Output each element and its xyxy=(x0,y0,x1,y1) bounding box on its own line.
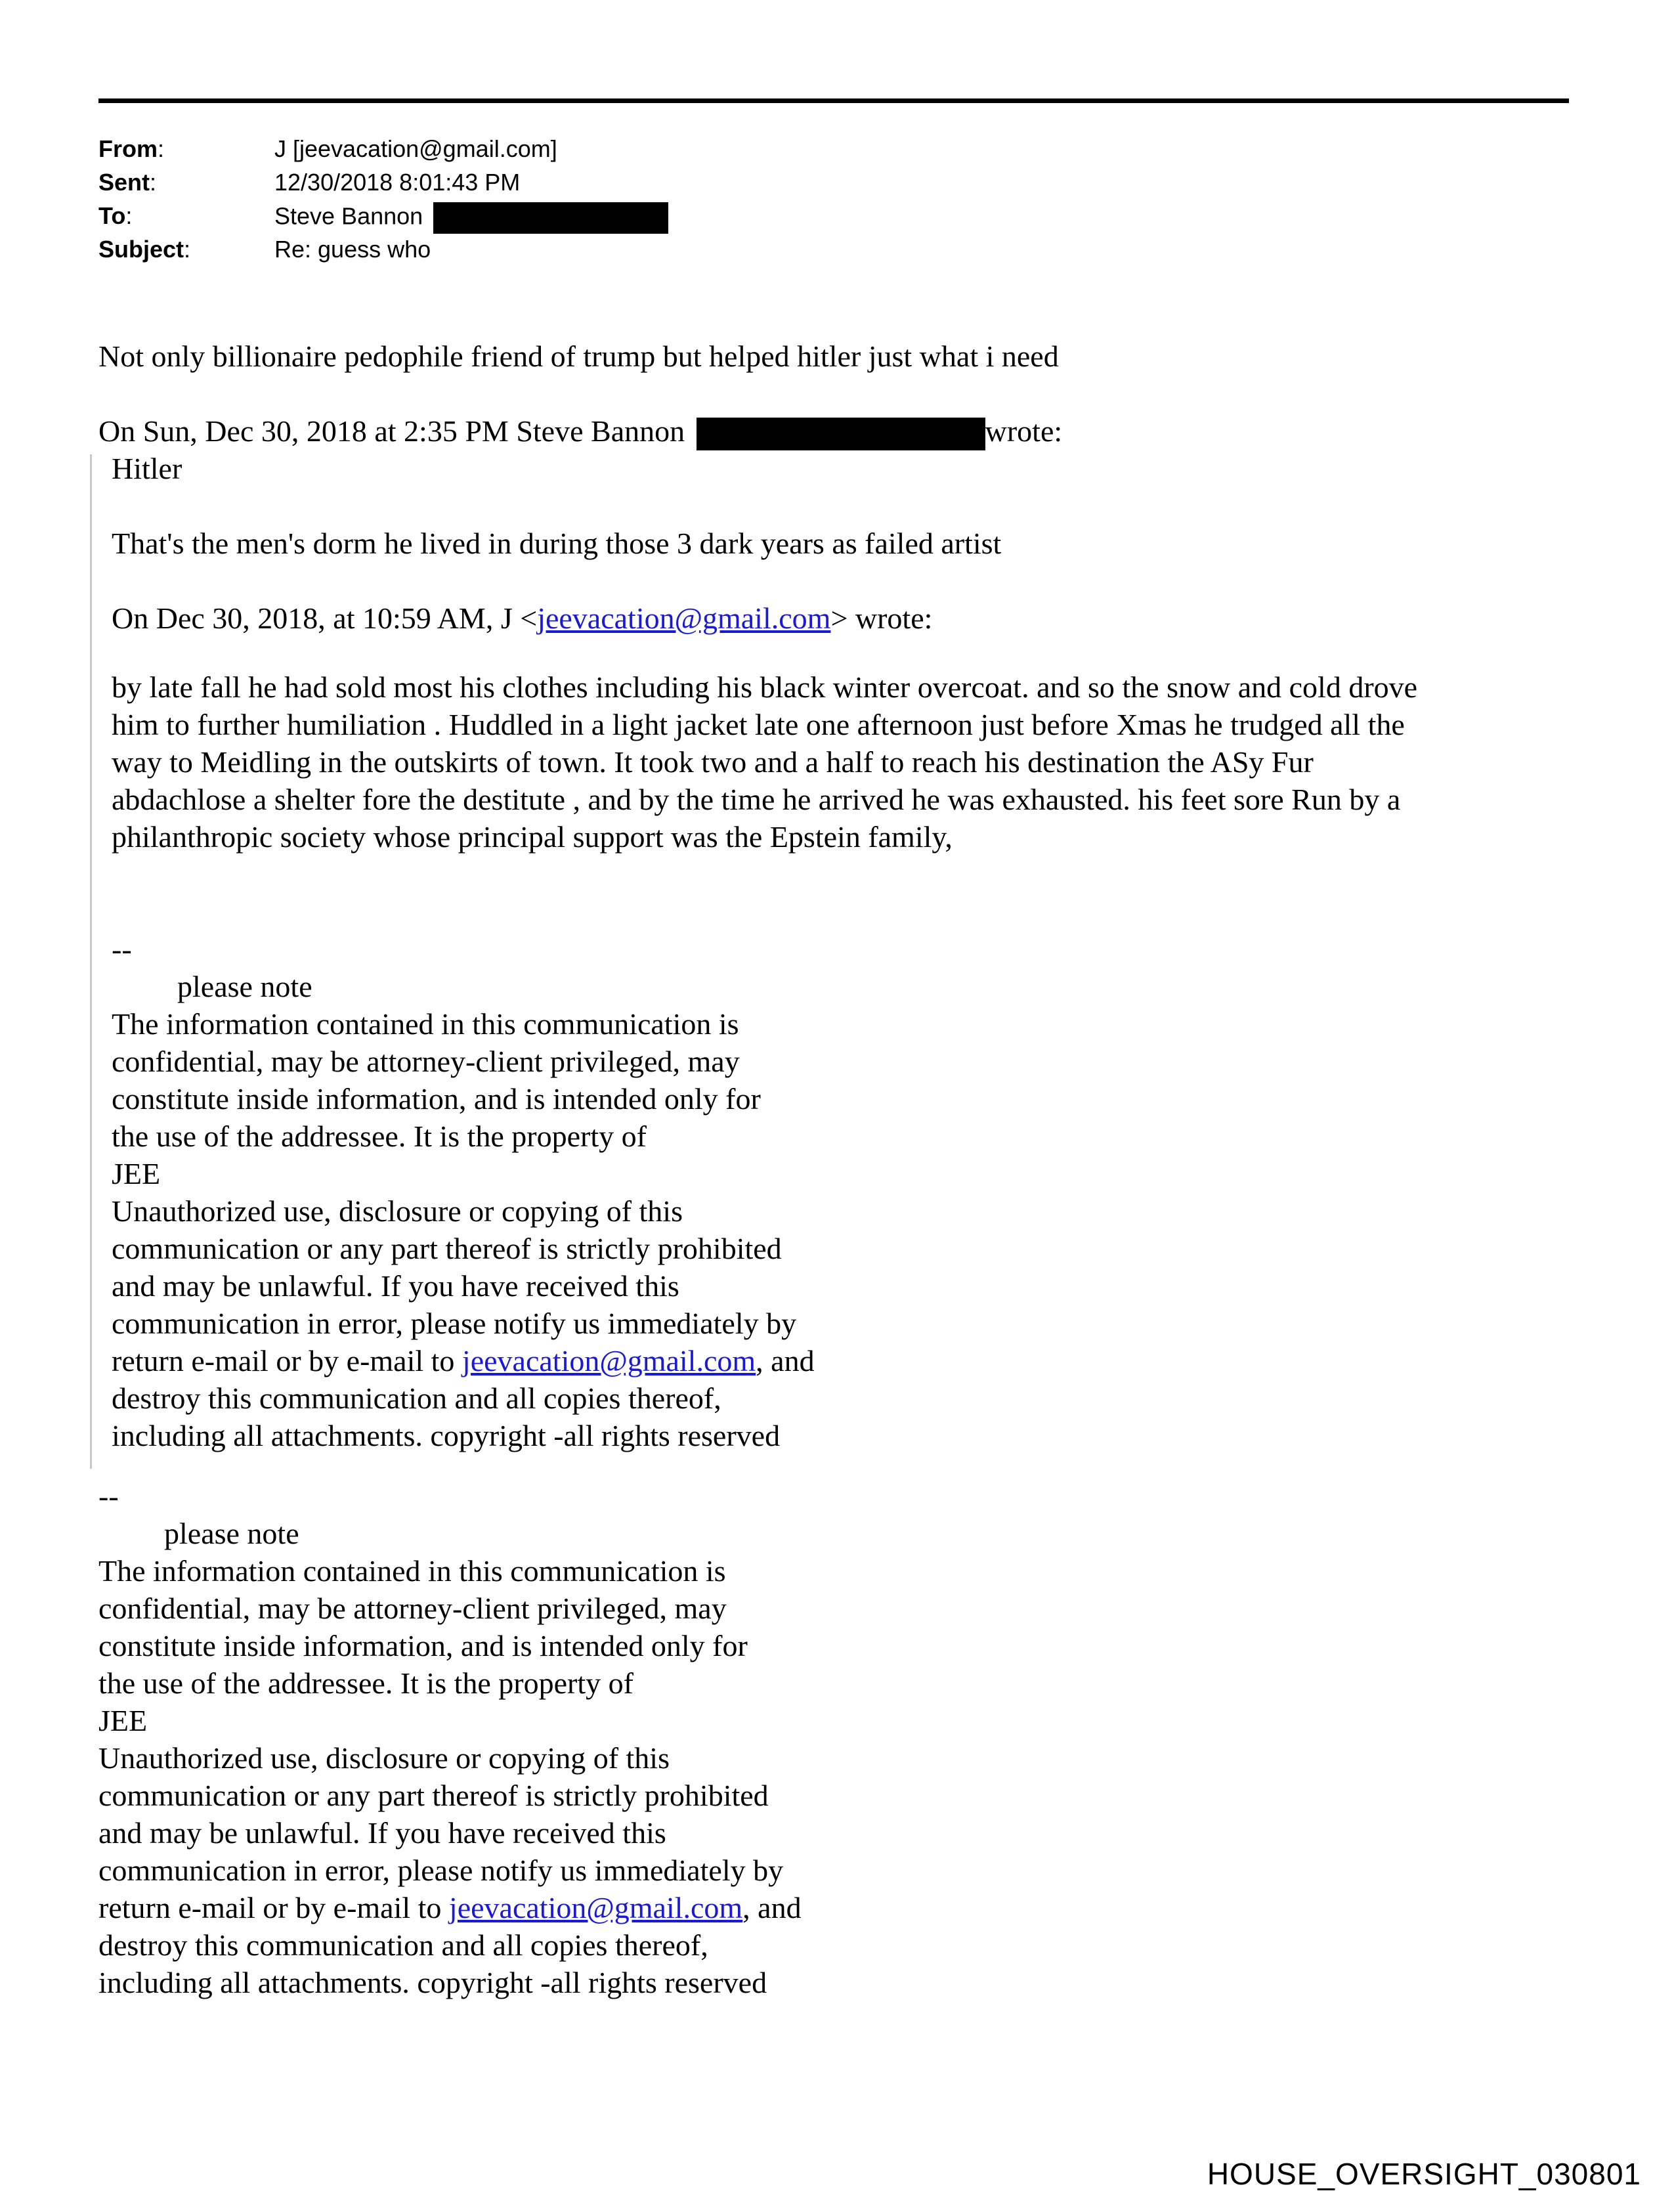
original-message xyxy=(112,668,1417,856)
disclaimer-line: communication in error, please notify us immediately by xyxy=(112,1307,797,1340)
redaction-block xyxy=(697,418,985,450)
original-line: philanthropic society whose principal support was the Epstein family, xyxy=(112,820,953,854)
email-link[interactable]: jeevacation@gmail.com xyxy=(461,1344,756,1377)
redaction-block xyxy=(433,202,668,234)
original-line: him to further humiliation . Huddled in a light jacket late one afternoon just before Xmas he trudged all the xyxy=(112,708,1405,741)
disclaimer-line: constitute inside information, and is intended only for xyxy=(112,1082,761,1116)
signature-dashes: -- xyxy=(98,1479,119,1513)
document-id: HOUSE_OVERSIGHT_030801 xyxy=(1207,2157,1641,2191)
disclaimer-line: confidential, may be attorney-client privileged, may xyxy=(98,1592,727,1625)
disclaimer-line: constitute inside information, and is intended only for xyxy=(98,1629,748,1662)
from-value: J [jeevacation@gmail.com] xyxy=(274,135,557,162)
disclaimer-line: including all attachments. copyright -all rights reserved xyxy=(112,1419,781,1452)
quote-intro xyxy=(98,412,1062,450)
signature-dashes: -- xyxy=(112,932,132,966)
disclaimer-line: and may be unlawful. If you have received this xyxy=(98,1816,666,1850)
quoted-thread xyxy=(112,450,1417,1454)
quote-intro-suffix: wrote: xyxy=(985,414,1063,448)
original-line: by late fall he had sold most his clothes including his black winter overcoat. and so the snow and cold drove xyxy=(112,670,1418,704)
disclaimer-line: communication in error, please notify us immediately by xyxy=(98,1854,784,1887)
disclaimer-return-line: return e-mail or by e-mail to jeevacation@gmail.com, and xyxy=(112,1344,815,1377)
disclaimer-line: and may be unlawful. If you have received this xyxy=(112,1269,679,1303)
bannon-line-2: That's the men's dorm he lived in during those 3 dark years as failed artist xyxy=(112,527,1002,560)
disclaimer-line: the use of the addressee. It is the property of xyxy=(98,1666,633,1700)
header-rule xyxy=(98,98,1569,103)
disclaimer-line: Unauthorized use, disclosure or copying of this xyxy=(98,1741,670,1775)
disclaimer-line: Unauthorized use, disclosure or copying of this xyxy=(112,1194,683,1228)
disclaimer-line: The information contained in this communication is xyxy=(98,1554,726,1588)
quote-intro-prefix: On Sun, Dec 30, 2018 at 2:35 PM Steve Bannon xyxy=(98,414,685,448)
original-line: abdachlose a shelter fore the destitute , and by the time he arrived he was exhausted. his feet sore Run by a xyxy=(112,783,1401,816)
sent-value: 12/30/2018 8:01:43 PM xyxy=(274,169,521,196)
disclaimer-line: communication or any part thereof is strictly prohibited xyxy=(98,1779,769,1812)
please-note: please note xyxy=(164,1517,299,1550)
inner-quote-intro: On Dec 30, 2018, at 10:59 AM, J <jeevacation@gmail.com> wrote: xyxy=(112,601,933,635)
outer-disclaimer xyxy=(98,1477,802,2001)
disclaimer-line: destroy this communication and all copies thereof, xyxy=(98,1928,708,1962)
from-label: From xyxy=(98,135,158,162)
disclaimer-return-line: return e-mail or by e-mail to jeevacation@gmail.com, and xyxy=(98,1891,802,1924)
email-link[interactable]: jeevacation@gmail.com xyxy=(537,601,831,635)
disclaimer-line: JEE xyxy=(98,1704,148,1737)
disclaimer-line: including all attachments. copyright -all rights reserved xyxy=(98,1966,767,1999)
disclaimer-line: The information contained in this communication is xyxy=(112,1007,739,1041)
quote-bar xyxy=(90,454,92,1469)
disclaimer-line: the use of the addressee. It is the property of xyxy=(112,1119,647,1153)
subject-value: Re: guess who xyxy=(274,236,431,263)
original-line: way to Meidling in the outskirts of town. It took two and a half to reach his destination the ASy Fur xyxy=(112,745,1314,779)
to-label: To xyxy=(98,202,126,229)
disclaimer-line: JEE xyxy=(112,1157,161,1190)
sent-label: Sent xyxy=(98,169,150,196)
disclaimer-line: confidential, may be attorney-client privileged, may xyxy=(112,1045,740,1078)
disclaimer-line: destroy this communication and all copies thereof, xyxy=(112,1381,721,1415)
email-link[interactable]: jeevacation@gmail.com xyxy=(448,1891,743,1924)
reply-body: Not only billionaire pedophile friend of trump but helped hitler just what i need xyxy=(98,339,1059,373)
to-value: Steve Bannon xyxy=(274,202,423,230)
inner-disclaimer xyxy=(112,930,1417,1454)
subject-label: Subject xyxy=(98,236,184,263)
disclaimer-line: communication or any part thereof is strictly prohibited xyxy=(112,1232,782,1265)
bannon-line-1: Hitler xyxy=(112,452,182,485)
please-note: please note xyxy=(177,970,312,1003)
